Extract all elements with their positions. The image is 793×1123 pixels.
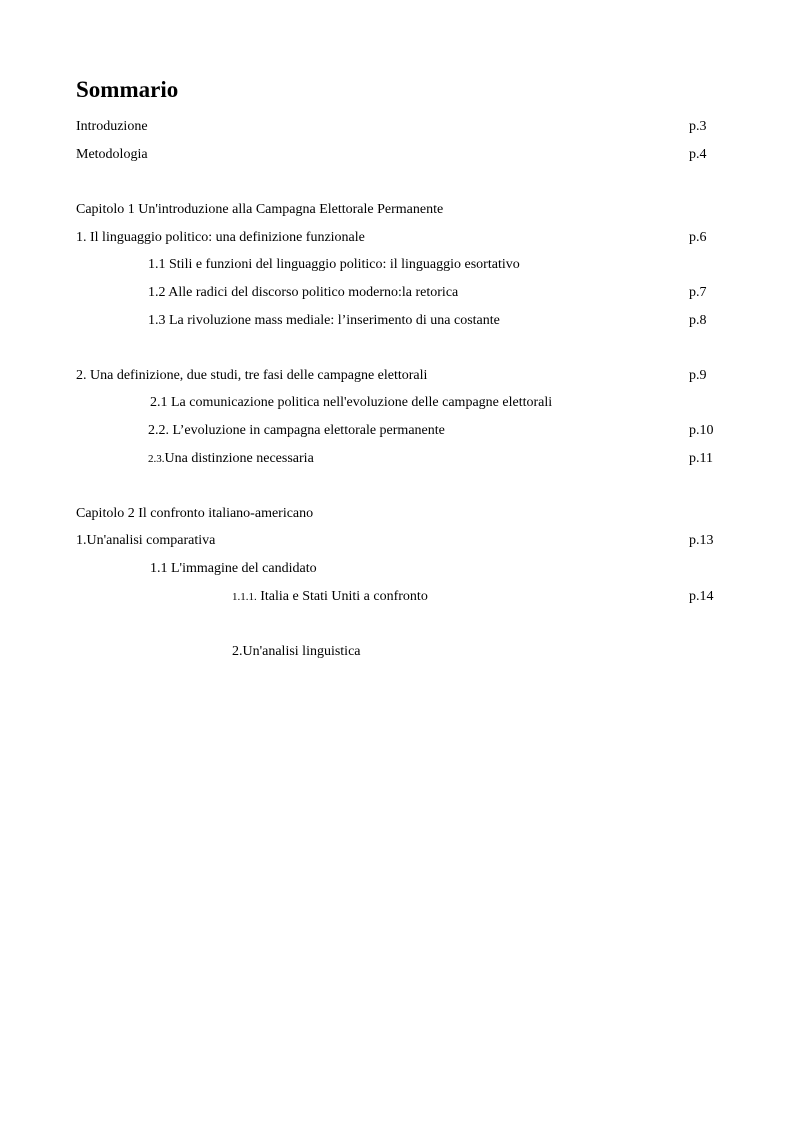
toc-entry-c1-s2: 2. Una definizione, due studi, tre fasi delle campagne elettorali <box>76 368 428 383</box>
toc-entry-c2-s1-1-1-label: Italia e Stati Uniti a confronto <box>256 589 428 604</box>
toc-entry-c2-s1-1: 1.1 L'immagine del candidato <box>150 561 317 576</box>
toc-entry-c2-s1-1-1 <box>232 588 428 606</box>
toc-entry-c1-s2-3 <box>148 450 314 468</box>
toc-entry-c2-s1-1-1-number: 1.1.1. <box>232 591 257 603</box>
toc-entry-metodologia: Metodologia <box>76 147 148 162</box>
toc-entry-c1-s2-3-label: Una distinzione necessaria <box>164 451 314 466</box>
toc-entry-c1-s2-1: 2.1 La comunicazione politica nell'evoluzione delle campagne elettorali <box>150 395 553 410</box>
toc-page-c2-s1-1-1: p.14 <box>689 589 714 604</box>
toc-page-c1-s1-2: p.7 <box>689 285 707 300</box>
toc-entry-introduzione: Introduzione <box>76 119 148 134</box>
toc-entry-c2-s1: 1.Un'analisi comparativa <box>76 533 216 548</box>
toc-page-c1-s1: p.6 <box>689 230 707 245</box>
toc-entry-c1-s1: 1. Il linguaggio politico: una definizione funzionale <box>76 230 365 245</box>
page-title: Sommario <box>76 77 179 102</box>
toc-entry-c1-s1-2: 1.2 Alle radici del discorso politico moderno:la retorica <box>148 285 459 300</box>
toc-page-c1-s2: p.9 <box>689 368 707 383</box>
toc-page-introduzione: p.3 <box>689 119 707 134</box>
toc-entry-c1-s2-2: 2.2. L’evoluzione in campagna elettorale permanente <box>148 423 445 438</box>
toc-entry-c2-s2: 2.Un'analisi linguistica <box>232 644 361 659</box>
toc-page-c2-s1: p.13 <box>689 533 714 548</box>
toc-page-c1-s2-3: p.11 <box>689 451 713 466</box>
toc-entry-c1-s1-3: 1.3 La rivoluzione mass mediale: l’inserimento di una costante <box>148 313 500 328</box>
toc-entry-c1-s2-3-number: 2.3. <box>148 453 165 465</box>
toc-entry-c1-s1-1: 1.1 Stili e funzioni del linguaggio politico: il linguaggio esortativo <box>148 257 520 272</box>
toc-chapter-2: Capitolo 2 Il confronto italiano-americano <box>76 506 314 521</box>
toc-page-c1-s1-3: p.8 <box>689 313 707 328</box>
toc-page-c1-s2-2: p.10 <box>689 423 714 438</box>
toc-chapter-1: Capitolo 1 Un'introduzione alla Campagna Elettorale Permanente <box>76 202 444 217</box>
toc-page-metodologia: p.4 <box>689 147 707 162</box>
